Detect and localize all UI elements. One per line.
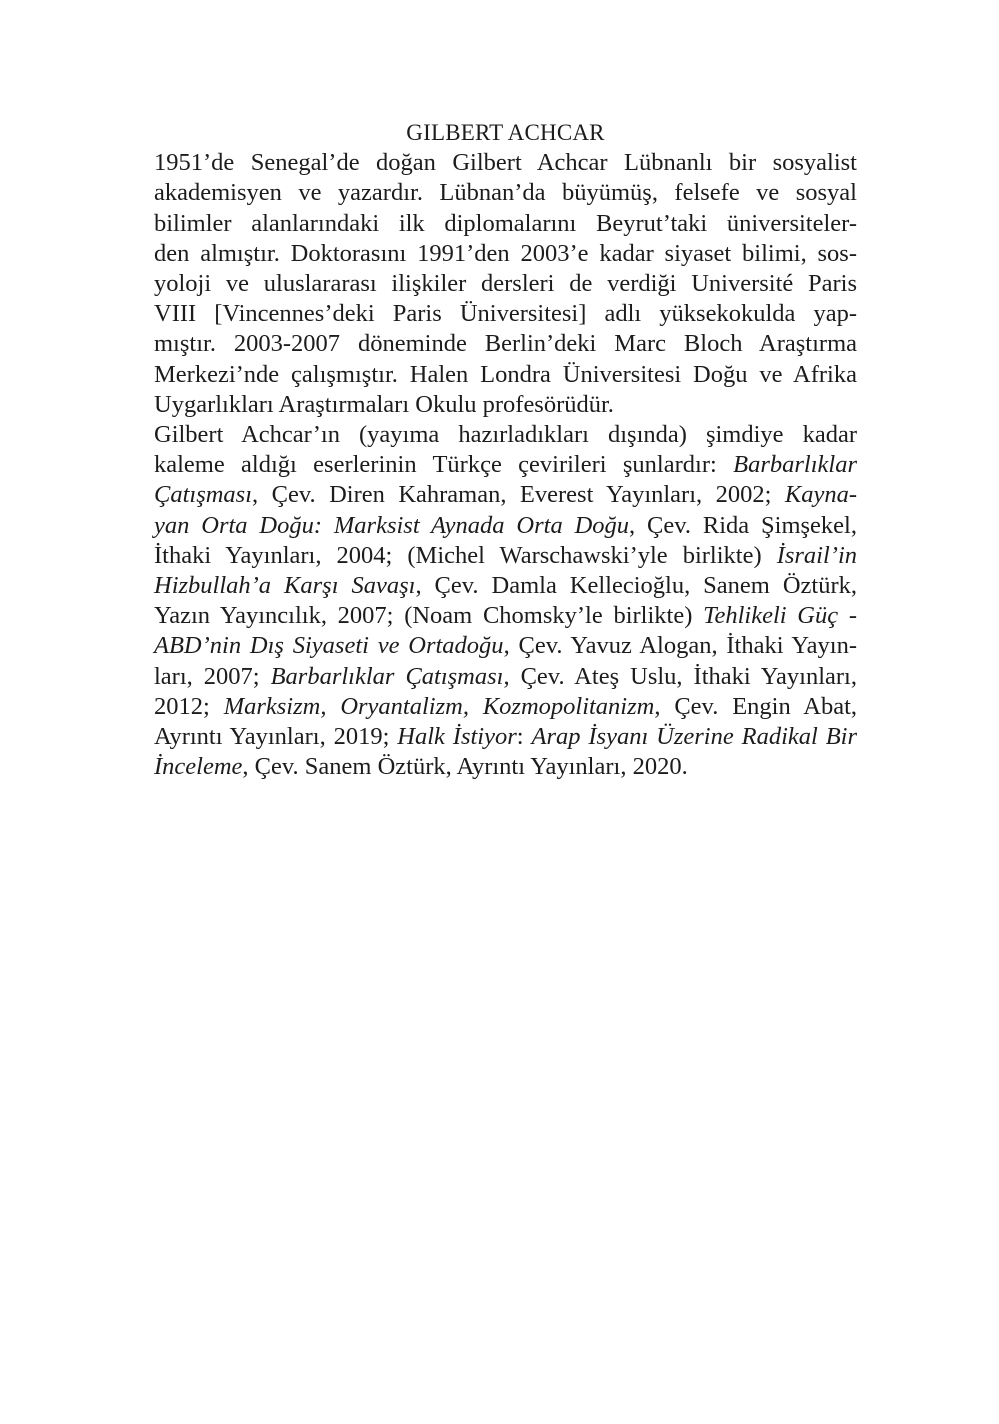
works-text: , Çev. Diren Kahraman, Everest Yayınları, 2002;: [252, 481, 785, 509]
works-text: ları, 2007;: [154, 662, 271, 690]
works-text: , Çev. Ateş Uslu, İthaki Yayınları,: [503, 662, 857, 690]
works-text: Gilbert Achcar’ın (yayıma hazırladıkları dışında) şimdiye kadar: [154, 421, 857, 449]
book-title: Halk İstiyor: [397, 723, 517, 751]
biography-paragraph: [154, 148, 857, 420]
text-block: [154, 118, 857, 782]
works-line: [154, 662, 857, 692]
works-text: kaleme aldığı eserlerinin Türkçe çevirileri şunlardır:: [154, 451, 734, 479]
works-line: [154, 692, 857, 722]
works-line: [154, 722, 857, 752]
bio-line: Merkezi’nde çalışmıştır. Halen Londra Üniversitesi Doğu ve Afrika: [154, 360, 857, 388]
book-title: Barbarlıklar: [733, 451, 857, 479]
works-text: 2012;: [154, 692, 224, 720]
works-text: Ayrıntı Yayınları, 2019;: [154, 723, 398, 751]
works-text: :: [516, 723, 532, 751]
book-title: Hizbullah’a Karşı Savaşı: [154, 572, 416, 600]
works-line: [154, 450, 857, 480]
book-title: Arap İsyanı Üzerine Radikal Bir: [531, 723, 857, 751]
book-title: İnceleme: [154, 753, 243, 781]
bio-line: akademisyen ve yazardır. Lübnan’da büyümüş, felsefe ve sosyal: [154, 179, 857, 207]
works-text: , Çev. Yavuz Alogan, İthaki Yayın-: [503, 632, 857, 660]
works-text: , Çev. Damla Kellecioğlu, Sanem Öztürk,: [415, 572, 857, 600]
works-line: [154, 541, 857, 571]
works-line: [154, 420, 857, 450]
bio-line: den almıştır. Doktorasını 1991’den 2003’e kadar siyaset bilimi, sos-: [154, 239, 857, 267]
bio-line: VIII [Vincennes’deki Paris Üniversitesi] adlı yüksekokulda yap-: [154, 300, 857, 328]
book-title: Marksizm, Oryantalizm, Kozmopolitanizm: [223, 692, 655, 720]
book-title: İsrail’in: [776, 541, 857, 569]
book-title: yan Orta Doğu: Marksist Aynada Orta Doğu: [154, 511, 630, 539]
bio-line: 1951’de Senegal’de doğan Gilbert Achcar Lübnanlı bir sosyalist: [154, 149, 857, 177]
works-line: [154, 571, 857, 601]
book-title: ABD’nin Dış Siyaseti ve Ortadoğu: [154, 632, 504, 660]
works-text: , Çev. Engin Abat,: [654, 692, 857, 720]
works-paragraph: [154, 420, 857, 782]
author-heading: GILBERT ACHCAR: [406, 120, 605, 145]
book-title: Çatışması: [154, 481, 253, 509]
works-text: Yazın Yayıncılık, 2007; (Noam Chomsky’le birlikte): [154, 602, 704, 630]
book-title: Barbarlıklar Çatışması: [270, 662, 504, 690]
bio-line: yoloji ve uluslararası ilişkiler dersleri de verdiği Université Paris: [154, 270, 857, 298]
works-line: [154, 752, 857, 782]
bio-line: mıştır. 2003-2007 döneminde Berlin’deki Marc Bloch Araştırma: [154, 330, 857, 358]
works-text: , Çev. Sanem Öztürk, Ayrıntı Yayınları, 2020.: [242, 753, 688, 781]
bio-line: Uygarlıkları Araştırmaları Okulu profesörüdür.: [154, 390, 614, 418]
works-line: [154, 511, 857, 541]
book-title: Kayna-: [784, 481, 857, 509]
works-line: [154, 480, 857, 510]
works-text: , Çev. Rida Şimşekel,: [629, 511, 857, 539]
works-text: İthaki Yayınları, 2004; (Michel Warschawski’yle birlikte): [154, 541, 777, 569]
works-line: [154, 631, 857, 661]
bio-line: bilimler alanlarındaki ilk diplomalarını Beyrut’taki üniversiteler-: [154, 209, 857, 237]
book-title: Tehlikeli Güç -: [703, 602, 858, 630]
works-line: [154, 601, 857, 631]
